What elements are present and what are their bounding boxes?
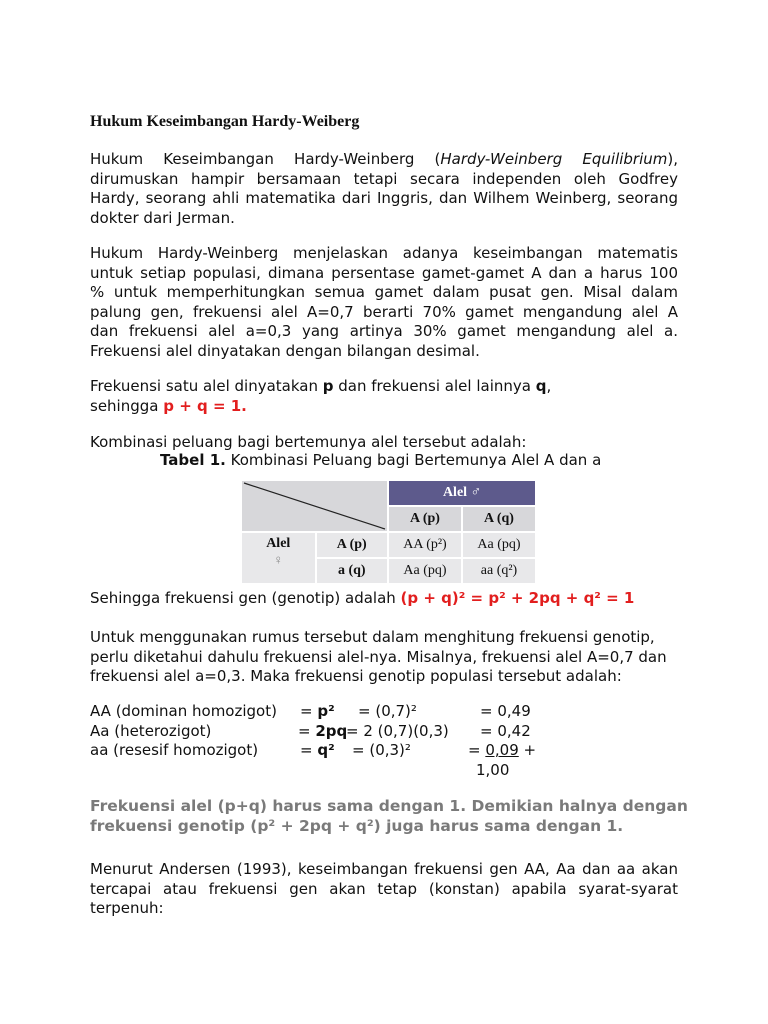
calc-row-aa-dominant: AA (dominan homozigot) = p² = (0,7)² = 0,49 [90, 702, 531, 720]
calc-total: 1,00 [476, 760, 510, 779]
table-cell: Aa (pq) [462, 532, 536, 558]
table-cell: Aa (pq) [388, 558, 462, 584]
table-caption: Tabel 1. Kombinasi Peluang bagi Bertemunya Alel A dan a [160, 451, 602, 469]
calc-row-aa-hetero: Aa (heterozigot) = 2pq = 2 (0,7)(0,3) = 0,42 [90, 721, 531, 740]
diagonal-corner-cell [241, 480, 388, 532]
male-allele-header: Alel ♂ [388, 480, 536, 506]
female-symbol: ♀ [273, 552, 284, 567]
diagonal-line [242, 481, 387, 531]
formula-genotype: (p + q)² = p² + 2pq + q² = 1 [400, 589, 635, 607]
paragraph-andersen: Menurut Andersen (1993), keseimbangan frekuensi gen AA, Aa dan aa akan tercapai atau frekuensi gen akan tetap (konstan) apabila syarat-syarat terpenuh: [90, 860, 678, 917]
calc-row-aa-recessive: aa (resesif homozigot) = q² = (0,3)² = 0,09 + [90, 741, 537, 759]
formula-p-plus-q: p + q = 1 [163, 396, 242, 415]
document-title: Hukum Keseimbangan Hardy-Weiberg [90, 113, 360, 130]
row-header-1: A (p) [316, 532, 389, 558]
paragraph-combination: Kombinasi peluang bagi bertemunya alel tersebut adalah: [90, 433, 527, 451]
italic-term: Hardy-Weinberg Equilibrium [440, 150, 668, 168]
paragraph-explanation: Hukum Hardy-Weinberg menjelaskan adanya keseimbangan matematis untuk setiap populasi, dimana persentase gamet-gamet A dan a harus 100 % untuk memperhitungkan semua gamet dalam pusat gen. Misal dalam palung gen, frekuensi alel A=0,7 berarti 70% gamet mengandung alel A dan frekuensi alel a=0,3 yang artinya 30% gamet mengandung alel a. Frekuensi alel dinyatakan dengan bilangan desimal. [90, 244, 678, 360]
female-allele-header: Alel ♀ [241, 532, 316, 584]
punnett-table [240, 479, 537, 585]
col-header-2: A (q) [462, 506, 536, 532]
note-highlight: Frekuensi alel (p+q) harus sama dengan 1. Demikian halnya dengan frekuensi genotip (p² + 2pq + q²) juga harus sama dengan 1. [90, 797, 688, 835]
paragraph-notation: Frekuensi satu alel dinyatakan p dan frekuensi alel lainnya q, sehingga p + q = 1. [90, 377, 552, 415]
paragraph-genotype-formula: Sehingga frekuensi gen (genotip) adalah (p + q)² = p² + 2pq + q² = 1 [90, 589, 635, 607]
row-header-2: a (q) [316, 558, 389, 584]
col-header-1: A (p) [388, 506, 462, 532]
paragraph-usage: Untuk menggunakan rumus tersebut dalam menghitung frekuensi genotip, perlu diketahui dahulu frekuensi alel-nya. Misalnya, frekuensi alel A=0,7 dan frekuensi alel a=0,3. Maka frekuensi genotip populasi tersebut adalah: [90, 628, 667, 685]
paragraph-intro: Hukum Keseimbangan Hardy-Weinberg (Hardy-Weinberg Equilibrium), dirumuskan hampir bersamaan tetapi secara independen oleh Godfrey Hardy, seorang ahli matematika dari Inggris, dan Wilhem Weinberg, seorang dokter dari Jerman. [90, 150, 679, 227]
table-cell: AA (p²) [388, 532, 462, 558]
table-cell: aa (q²) [462, 558, 536, 584]
